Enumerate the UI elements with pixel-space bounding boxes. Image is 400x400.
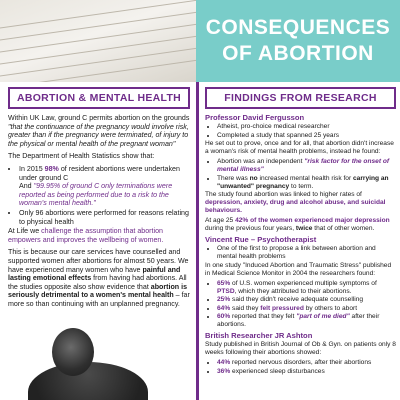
text: to term.	[289, 182, 314, 190]
text: after their abortions.	[217, 313, 380, 328]
highlight: 42% of the women experienced major depression	[235, 217, 390, 224]
highlight: no	[249, 174, 258, 182]
ashton-findings	[205, 359, 396, 376]
highlight: abortion is seriously detrimental to a women's mental health	[8, 282, 188, 300]
fergusson-depression-paragraph	[205, 217, 396, 233]
rue-paragraph: In one study "Induced Abortion and Traumatic Stress" published in Medical Science Monitor in 2004 the researchers found:	[205, 261, 392, 277]
text: said they didn't receive adequate counselling	[230, 296, 364, 303]
text: reported nervous disorders, after their abortions	[230, 359, 372, 366]
text: At Life we	[8, 227, 42, 236]
section-heading-research: FINDINGS FROM RESEARCH	[205, 87, 396, 109]
text: during the previous four years,	[205, 225, 296, 232]
text: experienced sleep disturbances	[230, 367, 325, 375]
list-item: • Completed a study that spanned 25 years	[217, 132, 396, 140]
text: Abortion was an independent	[217, 158, 305, 165]
highlight: depression, anxiety, drug and alcohol abuse, and suicidal behaviours.	[205, 199, 386, 214]
text: There was	[217, 174, 250, 182]
fergusson-study-paragraph	[205, 191, 396, 215]
text: increased mental health risk for	[257, 174, 353, 182]
list-item	[217, 359, 396, 367]
care-paragraph	[8, 248, 190, 308]
text: of resident abortions were undertaken under ground C	[19, 164, 180, 182]
text: And	[19, 182, 34, 191]
stat-quote: "99.95% of ground C only terminations were reported as being performed due to a risk to the woman's mental health."	[19, 182, 173, 208]
rue-list	[205, 245, 396, 261]
title-line-2: OF ABORTION	[222, 42, 374, 65]
text: , which they attributed to their abortions.	[234, 287, 352, 295]
stat: 25%	[217, 296, 231, 303]
title-banner	[196, 0, 400, 82]
fergusson-findings	[205, 158, 396, 191]
list-item: • Only 96 abortions were performed for reasons relating to physical health	[19, 209, 190, 226]
stat: 44%	[217, 359, 231, 366]
list-item	[217, 296, 396, 304]
list-item	[217, 368, 396, 376]
researcher-fergusson: Professor David Fergusson	[205, 113, 305, 122]
rue-findings	[205, 280, 396, 330]
list-item	[217, 175, 396, 191]
stat: 65%	[217, 279, 231, 287]
list-item	[217, 280, 396, 296]
life-paragraph	[8, 227, 190, 244]
text: The study found abortion was linked to higher rates of	[205, 191, 362, 198]
list-item	[217, 313, 396, 329]
text: that of other women.	[312, 225, 375, 232]
fergusson-paragraph: He set out to prove, once and for all, that abortion didn't increase a woman's risk of mental health problems, instead he found:	[205, 140, 394, 155]
text: reported that they felt	[230, 313, 297, 320]
stat-98: 98%	[44, 164, 59, 173]
statistics-list	[8, 165, 190, 226]
ground-c-quote: "that the continuance of the pregnancy would involve risk, greater than if the pregnancy were terminated, of injury to the physical or mental health of the pregnant woman"	[8, 122, 189, 148]
text: In 2015	[19, 164, 45, 173]
highlight: felt pressured	[260, 304, 304, 312]
highlight: painful and lasting emotional effects	[8, 265, 181, 283]
text: of U.S. women experienced multiple symptoms of	[230, 279, 377, 287]
header-photo	[0, 0, 196, 82]
text: by others to abort	[303, 304, 358, 312]
text: At age 25	[205, 217, 236, 224]
highlight: "risk factor for the onset of mental illness"	[217, 158, 390, 173]
section-heading-mental-health: ABORTION & MENTAL HEALTH	[8, 87, 190, 109]
highlight: "part of me died"	[296, 313, 350, 320]
highlight: twice	[295, 225, 313, 232]
highlight: carrying an "unwanted" pregnancy	[217, 174, 389, 190]
statistics-intro: The Department of Health Statistics show that:	[8, 152, 155, 161]
text: Within UK Law, ground C permits abortion on the grounds	[8, 114, 190, 122]
highlight: PTSD	[217, 287, 235, 295]
list-item	[217, 158, 396, 174]
list-item	[217, 305, 396, 313]
ground-c-paragraph	[8, 114, 190, 148]
ashton-paragraph: Study published in British Journal of Ob & Gyn. on patients only 8 weeks following their abortions showed:	[205, 341, 396, 356]
title-line-1: CONSEQUENCES	[205, 16, 391, 39]
right-column	[196, 82, 400, 400]
fergusson-list	[205, 123, 396, 140]
stat: 36%	[217, 367, 231, 375]
text: – far more so than continuing with an unplanned pregnancy.	[8, 291, 190, 308]
researcher-rue: Vincent Rue – Psychotherapist	[205, 235, 317, 244]
researcher-ashton: British Researcher JR Ashton	[205, 331, 313, 340]
text: said they	[230, 304, 261, 312]
highlight: challenge the assumption that abortion empowers and improves the wellbeing of women.	[8, 227, 164, 244]
list-item: • Atheist, pro-choice medical researcher	[217, 123, 396, 131]
text: This is because our care services have counselled and supported women after abortions for almost 50 years. We have experienced many women who have	[8, 248, 189, 274]
list-item: • One of the first to propose a link between abortion and mental health problems	[217, 245, 396, 261]
text: from having had abortions. All the studies opposite also show evidence that	[8, 274, 187, 291]
stat: 64%	[217, 304, 231, 312]
woman-silhouette-image	[0, 312, 196, 400]
stat: 60%	[217, 313, 231, 320]
list-item	[19, 165, 190, 208]
